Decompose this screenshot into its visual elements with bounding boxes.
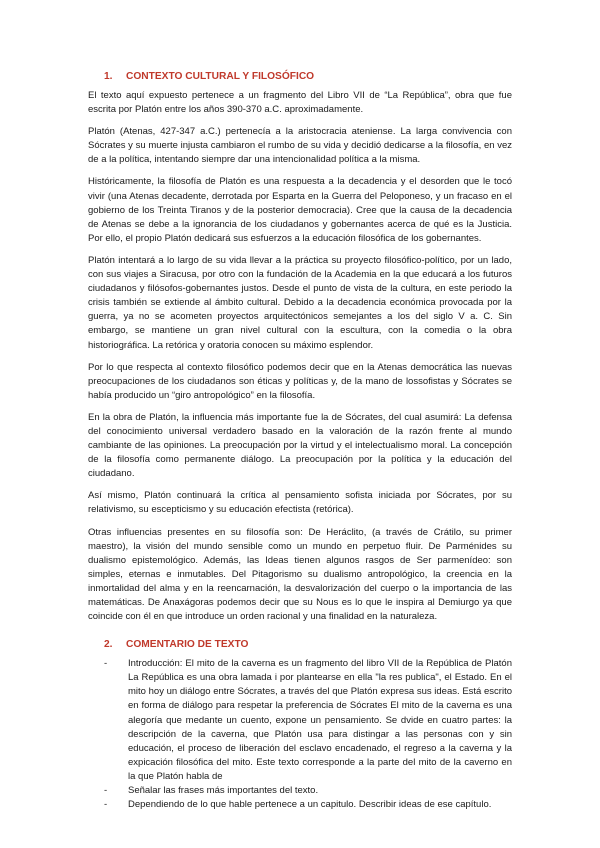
paragraph-sophists: Así mismo, Platón continuará la crítica al pensamiento sofista iniciada por Sócrates, por su relativismo, su escepticismo y su educación efectista (retórica). [88,490,512,516]
paragraph-historical: Históricamente, la filosofía de Platón es una respuesta a la decadencia y el desorden que le tocó vivir (una Atenas decadente, derrotada por Esparta en la Guerra del Peloponeso, y un fracaso en el gobierno de los Treinta Tiranos y de la posterior democracia). Cree que la causa de la decadencia de Atenas se debe a la ignorancia de los ciudadanos y gobernantes acerca de qué es la Justicia. Por ello, el propio Platón dedicará sus esfuerzos a la educación filosófica de los gobernantes. [88,176,512,244]
list-item [88,657,512,784]
section-2-number: 2. [104,639,113,651]
section-1-title: CONTEXTO CULTURAL Y FILOSÓFICO [126,71,315,82]
list-item-text: Introducción: El mito de la caverna es un fragmento del libro VII de la República de Platón La República es una obra lamada i por plantearse en ella "la res publica", el Estado. En el mito hoy un diálogo entre Sócrates, a través del que Platón expresa sus ideas. Está escrito en forma de diálogo para respetar la preferencia de Sócrates El mito de la caverna es una alegoría que medante un cuento, expone un pensamiento. Se dvide en cuatro partes: la descripción de la caverna, que Platón usa para distingar a las personas con y sin educación, el proceso de liberación del esclavo encadenado, el regreso a la caverna y la expicación filosófica del mito. Este texto corresponde a la parte del mito de la caverno en la que Platón habla de [128,658,512,782]
list-item-text: Dependiendo de lo que hable pertenece a un capitulo. Describir ideas de ese capítulo. [128,799,492,811]
paragraph-socrates: En la obra de Platón, la influencia más importante fue la de Sócrates, del cual asumirá: La defensa del conocimiento universal verdadero basado en la valoración de la razón frente al mundo cambiante de las opiniones. La preocupación por la virtud y el intelectualismo moral. La concepción de la filosofía como permanente diálogo. La preocupación por la política y la educación del ciudadano. [88,411,512,480]
list-item [88,784,512,798]
bullet-dash: - [104,785,108,797]
bullet-dash: - [104,799,108,811]
paragraph-plato-bio: Platón (Atenas, 427-347 a.C.) pertenecía a la aristocracia ateniense. La larga convivencia con Sócrates y su muerte injusta cambiaron el rumbo de su vida y decidió dedicarse a la filosofía, en vez de a la política, intentando siempre dar una intencionalidad política a la misma. [88,126,512,166]
paragraph-influences: Otras influencias presentes en su filosofía son: De Heráclito, (a través de Crátilo, su primer maestro), la visión del mundo sensible como un mundo en perpetuo fluir. De Parménides su dualismo epistemológico. Además, las Ideas tienen algunos rasgos de Ser parmenídeo: son simples, eternas e inmutables. Del Pitagorismo su dualismo antropológico, la creencia en la inmortalidad del alma y en la reencarnación, la desvalorización del cuerpo o la importancia de las matemáticas. De Anaxágoras podemos decir que su Nous es lo que le inspira al Demiurgo ya que coincide con él en que introduce un orden racional y una finalidad en la naturaleza. [88,526,512,623]
section-2-title: COMENTARIO DE TEXTO [126,639,249,651]
paragraph-philosophical: Por lo que respecta al contexto filosófico podemos decir que en la Atenas democrática las nuevas preocupaciones de los ciudadanos son éticas y políticas y, de la mano de lossofistas y Sócrates se había producido un “giro antropológico” en la filosofía. [88,361,512,401]
section-1-heading [88,70,512,84]
bullet-dash: - [104,658,108,670]
list-item-text: Señalar las frases más importantes del texto. [128,785,319,797]
section-2-heading [88,638,512,652]
list-item [88,798,512,812]
paragraph-intro: El texto aquí expuesto pertenece a un fragmento del Libro VII de “La República”, obra que fue escrita por Platón entre los años 390-370 a.C. aproximadamente. [88,90,512,116]
paragraph-cultural: Platón intentará a lo largo de su vida llevar a la práctica su proyecto filosófico-político, por un lado, con sus viajes a Siracusa, por otro con la fundación de la Academia en la que educará a los futuros ciudadanos y filósofos-gobernantes justos. Desde el punto de vista de la cultura, en este periodo la crisis también se extiende al ámbito cultural. Debido a la decadencia económica provocada por la guerra, ya no se acometen proyectos arquitectónicos semejantes a los del siglo V a. C. Sin embargo, se mantiene un gran nivel cultural con la escultura, con la comedia o la obra historiográfica. La retórica y oratoria conocen su máximo esplendor. [88,254,512,351]
section-1-number: 1. [104,71,113,82]
